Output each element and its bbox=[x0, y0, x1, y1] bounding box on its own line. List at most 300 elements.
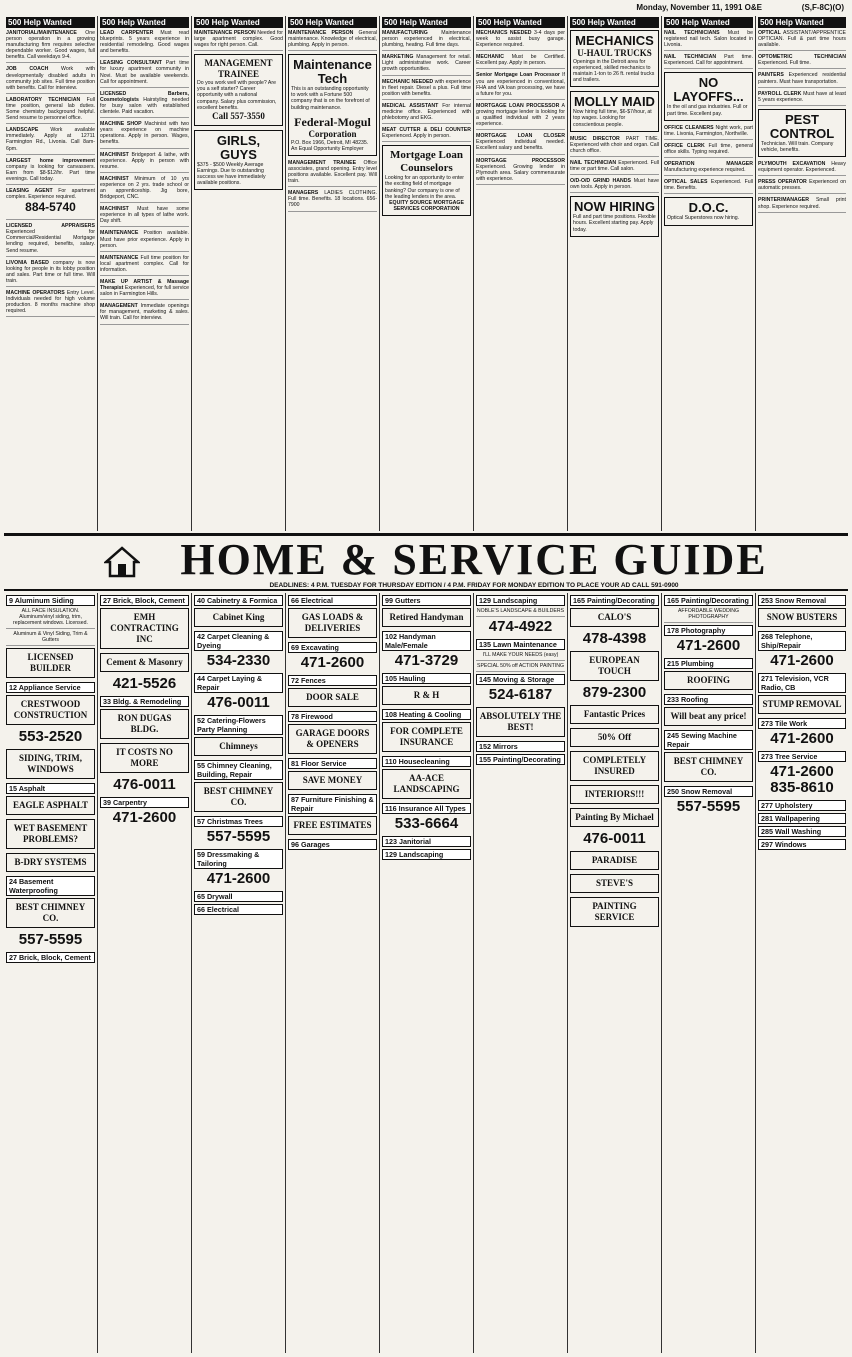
ad-text: Experienced individual needed. Excellent salary and benefits. bbox=[476, 139, 565, 152]
category-header: 273 Tile Work bbox=[758, 718, 846, 729]
ad-text: Experienced, for full service salon in Farmington Hills. bbox=[100, 285, 189, 298]
ad-text: Experienced on automatic presses. bbox=[758, 179, 846, 192]
service-ad: SIDING, TRIM, WINDOWS bbox=[6, 749, 95, 779]
ad-text: Management for retail. Light administrative work. Career growth opportunities. bbox=[382, 54, 471, 73]
category-header: 155 Painting/Decorating bbox=[476, 754, 565, 765]
ad-phone: 471-2600 bbox=[770, 730, 834, 747]
category-header: 99 Gutters bbox=[382, 595, 471, 606]
help-wanted-column-2 bbox=[98, 16, 192, 531]
column-ads bbox=[758, 30, 846, 106]
service-ad: RON DUGAS BLDG. bbox=[100, 709, 189, 739]
ad-text: Experienced residential painters. Must have transportation. bbox=[758, 72, 846, 85]
ad-text: Experienced. Apply in person. bbox=[382, 133, 451, 140]
ad-phone: 471-2600 bbox=[770, 652, 834, 669]
ad-heading: MARKETING bbox=[382, 54, 414, 61]
classified-ad bbox=[664, 179, 753, 194]
display-ad-title: MECHANICS bbox=[575, 33, 654, 48]
ad-text: Office associates, grand opening. Entry level positions available. Excellent pay. Will train. bbox=[288, 159, 377, 185]
ad-text: Experienced. Full time. Benefits. bbox=[664, 179, 753, 192]
category-header: 165 Painting/Decorating bbox=[664, 595, 753, 606]
ad-heading: LEAD CARPENTER bbox=[100, 30, 154, 36]
classified-ad bbox=[6, 260, 95, 287]
ad-text: Full time position for local apartment complex. Call for information. bbox=[100, 254, 189, 273]
ad-text: One person operation in a growing manufacturing firm requires selective dependable worker. Good wages, full benefits. Call weekdays 9-4. bbox=[6, 30, 95, 61]
ad-heading: OPERATION MANAGER bbox=[664, 161, 753, 168]
classified-ad bbox=[664, 143, 753, 158]
guide-column-8 bbox=[662, 593, 756, 1353]
service-ad: FREE ESTIMATES bbox=[288, 816, 377, 835]
ad-text: Experienced. Full time. bbox=[758, 60, 811, 67]
service-guide-section bbox=[4, 593, 848, 1353]
ad-phone: 553-2520 bbox=[18, 728, 83, 746]
category-header: 87 Furniture Finishing & Repair bbox=[288, 794, 377, 814]
classified-ad bbox=[664, 161, 753, 176]
category-header: 277 Upholstery bbox=[758, 800, 846, 811]
column-ads bbox=[476, 30, 565, 185]
ad-phone: 471-2600 bbox=[300, 654, 365, 671]
classified-ad bbox=[476, 158, 565, 185]
ad-phone: 471-2600 bbox=[676, 637, 741, 655]
ad-heading: MECHANIC bbox=[476, 54, 504, 61]
classified-ad bbox=[758, 161, 846, 176]
ad-phone: 474-4922 bbox=[488, 618, 553, 636]
column-ads bbox=[288, 30, 377, 51]
service-ad: LICENSED BUILDER bbox=[6, 648, 95, 678]
management-trainee-display-ad bbox=[194, 54, 283, 125]
help-wanted-column-8 bbox=[662, 16, 756, 531]
ad-text: Immediate openings for management, marketing & sales. Will train. Call for interview. bbox=[100, 303, 189, 322]
display-ad-firm: EQUITY SOURCE MORTGAGE SERVICES CORPORATION bbox=[389, 199, 464, 212]
classified-ad bbox=[288, 30, 377, 51]
service-ad: R & H bbox=[382, 686, 471, 705]
service-ad: 50% Off bbox=[570, 728, 659, 747]
classified-ad bbox=[476, 103, 565, 130]
service-ad: WET BASEMENT PROBLEMS? bbox=[6, 819, 95, 849]
help-wanted-column-7 bbox=[568, 16, 662, 531]
ad-phone: 533-6664 bbox=[394, 815, 459, 832]
display-ad-phone: Call 557-3550 bbox=[212, 110, 265, 121]
ad-phone: 557-5595 bbox=[676, 798, 741, 816]
ad-heading: MANAGEMENT bbox=[100, 303, 138, 310]
classified-ad bbox=[6, 223, 95, 256]
service-ad: CRESTWOOD CONSTRUCTION bbox=[6, 695, 95, 725]
display-ad-body: Do you work well with people? Are you a self starter? Career opportunity with a national company. Salary plus commission, excellent benefits. bbox=[197, 80, 277, 111]
classified-ad bbox=[758, 72, 846, 87]
ad-heading: PLYMOUTH EXCAVATION bbox=[758, 161, 826, 168]
ad-heading: JANITORIAL/MAINTENANCE bbox=[6, 30, 77, 36]
classified-ad bbox=[382, 127, 471, 142]
ad-heading: MACHINE OPERATORS bbox=[6, 290, 65, 296]
doc-display-ad bbox=[664, 197, 753, 225]
service-ad: EUROPEAN TOUCH bbox=[570, 651, 659, 681]
help-wanted-section bbox=[4, 16, 848, 531]
ad-text: Maintenance person experienced in electrical, plumbing, heating. Full time days. bbox=[382, 30, 471, 49]
classified-ad bbox=[288, 190, 377, 211]
category-header: 145 Moving & Storage bbox=[476, 674, 565, 685]
ad-heading: MACHINIST bbox=[100, 206, 129, 213]
ad-text: Bridgeport & lathe, with experience. Apply in person with resume. bbox=[100, 151, 189, 170]
category-header: 233 Roofing bbox=[664, 694, 753, 705]
category-header: 108 Heating & Cooling bbox=[382, 709, 471, 720]
ad-heading: NAIL TECHNICIAN bbox=[570, 159, 617, 166]
ad-heading: LABORATORY TECHNICIAN bbox=[6, 96, 81, 103]
banner-deadline: DEADLINES: 4 P.M. TUESDAY FOR THURSDAY EDITION / 4 P.M. FRIDAY FOR MONDAY EDITION TO PLACE YOUR AD CALL 591-0900 bbox=[269, 582, 679, 589]
service-ad: AFFORDABLE WEDDING PHOTOGRAPHY bbox=[664, 608, 753, 623]
display-ad-title: Mortgage Loan Counselors bbox=[389, 149, 463, 175]
service-ad: PAINTING SERVICE bbox=[570, 897, 659, 927]
display-ad-body: $375 - $500 Weekly Average Earnings. Due to outstanding success we have immediately available positions. bbox=[197, 161, 266, 187]
ad-text: Experienced for Commercial/Residential Mortgage lending required, benefits, salary. Send resume. bbox=[6, 229, 95, 254]
classified-ad bbox=[288, 160, 377, 187]
guide-column-2 bbox=[98, 593, 192, 1353]
section-header: 500 Help Wanted bbox=[570, 17, 659, 28]
ad-text: For internal medicine office. Experienced with phlebotomy and EKG. bbox=[382, 102, 472, 122]
category-header: 268 Telephone, Ship/Repair bbox=[758, 631, 846, 651]
classified-ad bbox=[476, 133, 565, 154]
ad-heading: MANAGERS bbox=[288, 190, 319, 197]
section-header: 500 Help Wanted bbox=[664, 17, 753, 28]
ad-heading: Senior Mortgage Loan Processor bbox=[476, 72, 560, 79]
column-ads bbox=[194, 30, 283, 51]
ad-text: Position available. Must have prior experience. Apply in person. bbox=[100, 230, 189, 249]
ad-heading: MANAGEMENT TRAINEE bbox=[288, 159, 357, 166]
ad-phone: 476-0011 bbox=[113, 776, 176, 793]
ad-text: Part time. Experienced. Call for appointment. bbox=[664, 54, 753, 67]
section-header: 500 Help Wanted bbox=[288, 17, 377, 28]
ad-text: company is looking for canvassers. Earn from $8-$12/hr. Part time evenings. Call today. bbox=[6, 163, 95, 182]
no-layoffs-display-ad bbox=[664, 72, 753, 120]
display-ad-body: Optical Superstores now hiring. bbox=[667, 215, 740, 222]
ad-phone: 476-0011 bbox=[583, 830, 646, 847]
ad-heading: OFFICE CLERK bbox=[664, 142, 705, 149]
classified-ad bbox=[6, 66, 95, 93]
classified-ad bbox=[100, 176, 189, 203]
classified-ad bbox=[758, 197, 846, 212]
category-header: 281 Wallpapering bbox=[758, 813, 846, 824]
ad-phone: 478-4398 bbox=[582, 630, 647, 647]
category-header: 285 Wall Washing bbox=[758, 826, 846, 837]
ad-phone: 471-2600 bbox=[206, 870, 271, 887]
classified-ad bbox=[6, 158, 95, 185]
display-ad-body: Looking for an opportunity to enter the exciting field of mortgage banking? Our company is one of the leading lenders in the area. bbox=[385, 175, 465, 200]
ad-text: Work available immediately. Apply at 12711 Farmington Rd., Livonia. Call 8am-6pm. bbox=[6, 127, 95, 152]
category-header: 57 Christmas Trees bbox=[194, 816, 283, 827]
ad-text: PART TIME. Experienced with choir and organ. Call church office. bbox=[570, 135, 659, 154]
ad-heading: PRESS OPERATOR bbox=[758, 179, 807, 186]
category-header: 245 Sewing Machine Repair bbox=[664, 730, 753, 750]
classified-ad bbox=[758, 91, 846, 106]
category-header: 273 Tree Service bbox=[758, 751, 846, 762]
category-header: 33 Bldg. & Remodeling bbox=[100, 696, 189, 707]
classified-ad bbox=[476, 30, 565, 51]
service-ad: Aluminum & Vinyl Siding, Trim & Gutters bbox=[6, 631, 95, 646]
ad-text: Small print shop. Experience required. bbox=[758, 197, 846, 210]
ad-text: Full time, general office skills. Typing required. bbox=[664, 142, 753, 155]
ad-heading: PAINTERS bbox=[758, 72, 784, 79]
column-ads bbox=[758, 161, 846, 213]
ad-phone: 884-5740 bbox=[25, 200, 76, 215]
category-header: 55 Chimney Cleaning, Building, Repair bbox=[194, 760, 283, 780]
category-header: 297 Windows bbox=[758, 839, 846, 850]
girls-guys-display-ad bbox=[194, 130, 283, 190]
category-header: 52 Catering-Flowers Party Planning bbox=[194, 715, 283, 735]
help-wanted-column-9 bbox=[756, 16, 848, 531]
service-ad: Cement & Masonry bbox=[100, 653, 189, 672]
classified-ad bbox=[476, 54, 565, 69]
column-ads bbox=[664, 125, 753, 195]
service-ad: ABSOLUTELY THE BEST! bbox=[476, 707, 565, 737]
ad-text: Experienced. Full time or part time. Call salon. bbox=[570, 159, 659, 173]
service-ad: FOR COMPLETE INSURANCE bbox=[382, 722, 471, 752]
guide-column-5 bbox=[380, 593, 474, 1353]
classified-ad bbox=[100, 255, 189, 276]
ad-text: with experience in fleet repair. Diesel a plus. Full time position with benefits. bbox=[382, 78, 471, 97]
classified-ad bbox=[6, 127, 95, 154]
ad-heading: MECHANIC NEEDED bbox=[382, 78, 434, 85]
ad-text: Must be registered nail tech. Salon located in Livonia. bbox=[664, 30, 753, 49]
classified-ad bbox=[570, 160, 659, 175]
category-header: 102 Handyman Male/Female bbox=[382, 631, 471, 651]
ad-heading: MACHINIST bbox=[100, 175, 129, 182]
ad-heading: LICENSED APPRAISERS bbox=[6, 223, 95, 230]
classified-ad bbox=[758, 30, 846, 51]
service-ad: PARADISE bbox=[570, 851, 659, 870]
ad-text: Full time position, general lab duties. Some chemistry background helpful. Send resume to personnel office. bbox=[6, 96, 95, 122]
ad-heading: MAINTENANCE PERSON bbox=[194, 30, 256, 36]
ad-phone: 557-5595 bbox=[206, 828, 271, 845]
category-header: 271 Television, VCR Radio, CB bbox=[758, 673, 846, 693]
service-ad: STUMP REMOVAL bbox=[758, 695, 846, 714]
ad-phone: 476-0011 bbox=[207, 694, 270, 711]
service-ad: SNOW BUSTERS bbox=[758, 608, 846, 627]
ad-heading: MANUFACTURING bbox=[382, 30, 428, 36]
category-header: 27 Brick, Block, Cement bbox=[6, 952, 95, 963]
section-header: 500 Help Wanted bbox=[6, 17, 95, 28]
column-ads bbox=[570, 136, 659, 194]
category-header: 81 Floor Service bbox=[288, 758, 377, 769]
service-ad: Retired Handyman bbox=[382, 608, 471, 627]
maintenance-tech-display-ad bbox=[288, 54, 377, 156]
service-ad: BEST CHIMNEY CO. bbox=[664, 752, 753, 782]
ad-phone: 471-2600 bbox=[112, 809, 177, 826]
category-header: 66 Electrical bbox=[288, 595, 377, 606]
ad-text: A growing mortgage lender is looking for a qualified individual with 2 years experience. bbox=[476, 102, 565, 128]
ad-text: Must be Certified. Excellent pay. Apply in person. bbox=[476, 54, 565, 67]
classified-ad bbox=[194, 30, 283, 51]
ad-heading: LANDSCAPE bbox=[6, 127, 39, 134]
display-ad-subtitle: U-HAUL TRUCKS bbox=[577, 48, 652, 58]
ad-phone: 879-2300 bbox=[582, 684, 647, 701]
category-header: 27 Brick, Block, Cement bbox=[100, 595, 189, 606]
category-header: 42 Carpet Cleaning & Dyeing bbox=[194, 631, 283, 651]
column-ads bbox=[288, 160, 377, 212]
category-header: 78 Firewood bbox=[288, 711, 377, 722]
classified-ad bbox=[664, 30, 753, 51]
ad-text: 3-4 days per week to assist busy garage. Experience required. bbox=[476, 30, 565, 49]
column-ads bbox=[664, 30, 753, 69]
category-header: 250 Snow Removal bbox=[664, 786, 753, 797]
ad-heading: OFFICE CLEANERS bbox=[664, 124, 714, 131]
ad-heading: MORTGAGE PROCESSOR bbox=[476, 157, 565, 164]
ad-heading: MAKE UP ARTIST & Massage Therapist bbox=[100, 279, 189, 292]
category-header: 116 Insurance All Types bbox=[382, 803, 471, 814]
ad-phone: 421-5526 bbox=[112, 675, 177, 692]
pest-control-display-ad bbox=[758, 109, 846, 157]
ad-heading: LICENSED Barbers, Cosmetologists bbox=[100, 90, 189, 103]
service-ad: SAVE MONEY bbox=[288, 771, 377, 790]
ad-text: Part time for luxury apartment community in Novi. Must be available weekends. Call for appointment. bbox=[100, 60, 189, 85]
ad-heading: MEAT CUTTER & DELI COUNTER bbox=[382, 127, 471, 134]
classified-ad bbox=[100, 303, 189, 324]
category-header: 39 Carpentry bbox=[100, 797, 189, 808]
display-ad-title: PEST CONTROL bbox=[769, 111, 835, 141]
ad-text: Experienced. Growing lender in Plymouth area. Salary commensurate with experience. bbox=[476, 163, 565, 182]
display-ad-title: D.O.C. bbox=[688, 200, 729, 216]
ad-text: Minimum of 10 yrs experience on 2 yrs. trade school or an apprenticeship. Jig bore, Bridgeport, CNC. bbox=[100, 175, 189, 201]
ad-heading: MAINTENANCE bbox=[100, 254, 139, 261]
ad-heading: MAINTENANCE bbox=[100, 230, 139, 237]
ad-heading: LEASING AGENT bbox=[6, 187, 53, 194]
category-header: 40 Cabinetry & Formica bbox=[194, 595, 283, 606]
ad-phone: 471-3729 bbox=[394, 652, 459, 669]
category-header: 105 Hauling bbox=[382, 673, 471, 684]
category-header: 152 Mirrors bbox=[476, 741, 565, 752]
category-header: 24 Basement Waterproofing bbox=[6, 876, 95, 896]
category-header: 129 Landscaping bbox=[476, 595, 565, 606]
display-ad-body: Full and part time positions. Flexible hours. Excellent starting pay. Apply today. bbox=[573, 214, 656, 233]
now-hiring-display-ad bbox=[570, 196, 659, 236]
service-ad: Chimneys bbox=[194, 737, 283, 756]
section-header: 500 Help Wanted bbox=[476, 17, 565, 28]
ad-text: Night work, part time. Livonia, Farmington, Northville. bbox=[664, 124, 753, 137]
section-header: 500 Help Wanted bbox=[194, 17, 283, 28]
category-header: 129 Landscaping bbox=[382, 849, 471, 860]
ad-heading: MACHINIST bbox=[100, 151, 129, 158]
category-header: 72 Fences bbox=[288, 675, 377, 686]
ad-heading: NAIL TECHNICIANS bbox=[664, 30, 720, 36]
help-wanted-column-6 bbox=[474, 16, 568, 531]
classified-ad bbox=[664, 54, 753, 69]
ad-heading: JOB COACH bbox=[6, 66, 49, 73]
ad-heading: LEASING CONSULTANT bbox=[100, 60, 162, 67]
banner-title: HOME & SERVICE GUIDE bbox=[180, 535, 768, 584]
guide-column-9 bbox=[756, 593, 848, 1353]
classified-ad bbox=[6, 290, 95, 317]
display-ad-title: MANAGEMENT TRAINEE bbox=[204, 58, 273, 80]
classified-ad bbox=[100, 91, 189, 118]
category-header: 135 Lawn Maintenance bbox=[476, 639, 565, 650]
classified-ad bbox=[100, 121, 189, 148]
service-ad: SPECIAL 50% off ACTION PAINTING bbox=[476, 663, 565, 672]
classified-ad bbox=[570, 136, 659, 157]
ad-text: Work with developmentally disabled adults in community job sites. Full time position with benefits. Call for interview. bbox=[6, 66, 95, 91]
service-ad: I'LL MAKE YOUR NEEDS (easy) bbox=[476, 652, 565, 661]
ad-heading: MACHINE SHOP bbox=[100, 121, 142, 128]
page-folio: (S,F-8C)(O) bbox=[801, 3, 844, 12]
display-ad-body: This is an outstanding opportunity to work with a Fortune 500 company that is on the forefront of building maintenance. bbox=[291, 86, 370, 111]
classified-ad bbox=[758, 54, 846, 69]
ad-phone: 557-5595 bbox=[18, 931, 83, 949]
display-ad-body: Openings in the Detroit area for experienced, skilled mechanics to maintain 1-ton to 26 ft. rental trucks and trailers. bbox=[573, 59, 655, 84]
service-ad: IT COSTS NO MORE bbox=[100, 743, 189, 773]
service-ad: GAS LOADS & DELIVERIES bbox=[288, 608, 377, 638]
service-ad: Cabinet King bbox=[194, 608, 283, 627]
category-header: 9 Aluminum Siding bbox=[6, 595, 95, 606]
category-header: 12 Appliance Service bbox=[6, 682, 95, 693]
ad-heading: OPTOMETRIC TECHNICIAN bbox=[758, 54, 846, 61]
help-wanted-column-4 bbox=[286, 16, 380, 531]
classified-ad bbox=[570, 178, 659, 193]
ad-heading: PRINTER/MANAGER bbox=[758, 197, 810, 204]
service-ad: Painting By Michael bbox=[570, 808, 659, 827]
home-service-guide-banner bbox=[4, 533, 848, 591]
classified-ad bbox=[758, 179, 846, 194]
ad-text: Must have at least 5 years experience. bbox=[758, 90, 846, 103]
service-ad: COMPLETELY INSURED bbox=[570, 751, 659, 781]
display-ad-title: GIRLS, GUYS bbox=[216, 132, 261, 162]
classified-ad bbox=[382, 103, 471, 124]
guide-column-3 bbox=[192, 593, 286, 1353]
ad-heading: MECHANICS NEEDED bbox=[476, 30, 532, 36]
service-ad: STEVE'S bbox=[570, 874, 659, 893]
ad-heading: MORTGAGE LOAN CLOSER bbox=[476, 133, 565, 140]
ad-heading: OPTICAL bbox=[758, 30, 781, 36]
category-header: 66 Electrical bbox=[194, 904, 283, 915]
display-ad-body: Technician. Will train. Company vehicle, benefits. bbox=[761, 140, 834, 153]
ad-heading: MEDICAL ASSISTANT bbox=[382, 102, 439, 109]
display-ad-title: NOW HIRING bbox=[574, 199, 655, 215]
ad-text: Needed for large apartment complex. Good wages for right person. Call. bbox=[194, 30, 283, 49]
ad-phone: 534-2330 bbox=[206, 652, 271, 669]
ad-heading: LARGEST home improvement bbox=[6, 157, 95, 164]
help-wanted-column-1 bbox=[4, 16, 98, 531]
category-header: 165 Painting/Decorating bbox=[570, 595, 659, 606]
ad-heading: O/D-O/D GRIND HANDS bbox=[570, 178, 631, 185]
classified-ad bbox=[6, 30, 95, 63]
classified-ad bbox=[382, 79, 471, 100]
service-ad: B-DRY SYSTEMS bbox=[6, 853, 95, 872]
category-header: 253 Snow Removal bbox=[758, 595, 846, 606]
ad-text: Must have own tools. Apply in person. bbox=[570, 178, 659, 191]
service-ad: ROOFING bbox=[664, 671, 753, 690]
guide-column-6 bbox=[474, 593, 568, 1353]
classified-ad bbox=[6, 97, 95, 124]
category-header: 15 Asphalt bbox=[6, 783, 95, 794]
service-ad: DOOR SALE bbox=[288, 688, 377, 707]
ad-text: company is now looking for people in its lobby position and sales. Part time or full time. Will train. bbox=[6, 259, 96, 284]
company-address: P.O. Box 1966, Detroit, MI 48235. An Equal Opportunity Employer bbox=[291, 139, 369, 152]
service-ad: NOBLE'S LANDSCAPE & BUILDERS bbox=[476, 608, 565, 617]
ad-heading: NAIL TECHNICIAN bbox=[664, 54, 717, 61]
classified-ad bbox=[6, 188, 95, 220]
company-name: Federal-Mogul bbox=[294, 114, 371, 129]
category-header: 44 Carpet Laying & Repair bbox=[194, 673, 283, 693]
ad-text: General maintenance. Knowledge of electrical, plumbing. Apply in person. bbox=[288, 30, 377, 49]
category-header: 215 Plumbing bbox=[664, 658, 753, 669]
classified-ad bbox=[100, 230, 189, 251]
service-ad: CALO'S bbox=[570, 608, 659, 627]
display-ad-body: Now hiring full time, $6-$7/hour, at top wages. Looking for conscientious people. bbox=[573, 109, 652, 128]
classified-ad bbox=[664, 125, 753, 140]
service-ad: EAGLE ASPHALT bbox=[6, 796, 95, 815]
classified-ad bbox=[100, 206, 189, 227]
ad-text: Machinist with two years experience on machine operations. Apply in person. Wages, benefits. bbox=[100, 121, 189, 146]
house-icon bbox=[104, 546, 140, 578]
ad-heading: PAYROLL CLERK bbox=[758, 90, 802, 97]
category-header: 123 Janitorial bbox=[382, 836, 471, 847]
service-ad: BEST CHIMNEY CO. bbox=[6, 898, 95, 928]
service-ad: EMH CONTRACTING INC bbox=[100, 608, 189, 649]
